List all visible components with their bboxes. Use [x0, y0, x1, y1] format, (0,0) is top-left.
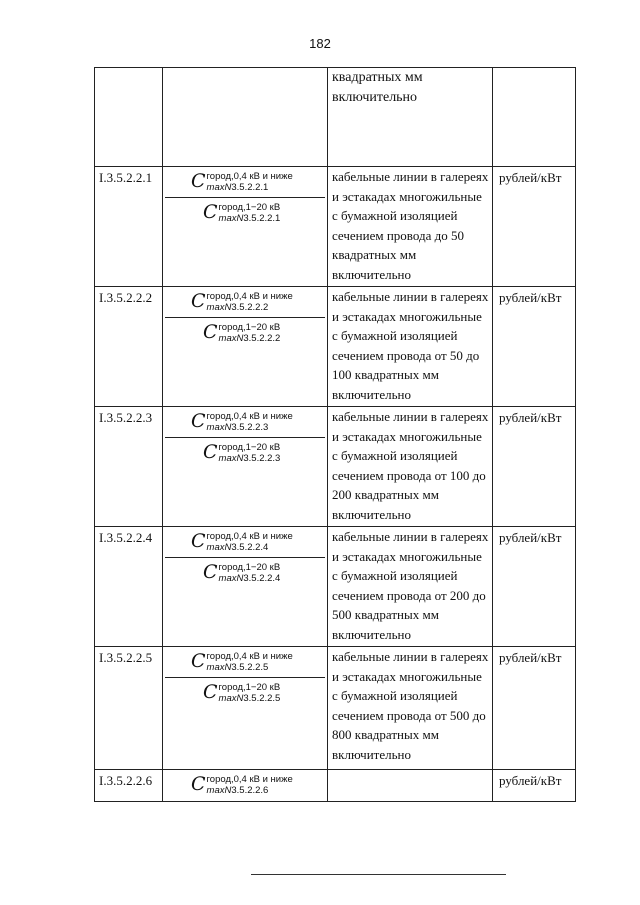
symbol-superscript: город,0,4 кВ и ниже	[206, 651, 293, 662]
row-symbols	[163, 167, 328, 287]
row-symbols	[163, 770, 328, 802]
row-unit: рублей/кВт	[493, 647, 576, 770]
symbol-subscript-italic: maxN	[218, 693, 244, 704]
row-unit: рублей/кВт	[493, 407, 576, 527]
row-code: I.3.5.2.2.1	[95, 167, 163, 287]
symbol-letter: C	[191, 410, 206, 432]
symbol-superscript: город,0,4 кВ и ниже	[206, 171, 293, 182]
symbol-letter: C	[203, 561, 218, 583]
symbol-superscript: город,0,4 кВ и ниже	[206, 411, 293, 422]
symbol-subscript-italic: maxN	[218, 213, 244, 224]
continued-unit-cell	[493, 68, 576, 167]
symbol-subscript-italic: maxN	[206, 422, 232, 433]
symbol-letter: C	[203, 441, 218, 463]
symbol-superscript: город,0,4 кВ и ниже	[206, 774, 293, 785]
symbol-letter: C	[191, 170, 206, 192]
row-code: I.3.5.2.2.2	[95, 287, 163, 407]
row-unit: рублей/кВт	[493, 770, 576, 802]
symbol-superscript: город,1−20 кВ	[218, 682, 281, 693]
table-row	[95, 407, 576, 527]
symbol-subscript-index: 3.5.2.2.4	[231, 542, 269, 553]
row-code: I.3.5.2.2.3	[95, 407, 163, 527]
table-row	[95, 647, 576, 770]
symbol-letter: C	[203, 201, 218, 223]
row-code: I.3.5.2.2.6	[95, 770, 163, 802]
row-unit: рублей/кВт	[493, 527, 576, 647]
continued-row	[95, 68, 576, 167]
symbol-superscript: город,0,4 кВ и ниже	[206, 531, 293, 542]
symbol-superscript: город,1−20 кВ	[218, 442, 281, 453]
row-description: кабельные линии в галереях и эстакадах многожильные с бумажной изоляцией сечением провода до 50 квадратных мм включительно	[328, 167, 493, 287]
low-voltage-symbol	[163, 770, 327, 796]
table-row	[95, 287, 576, 407]
symbol-subscript-italic: maxN	[206, 182, 232, 193]
symbol-letter: C	[203, 321, 218, 343]
symbol-superscript: город,1−20 кВ	[218, 562, 281, 573]
row-description: кабельные линии в галереях и эстакадах многожильные с бумажной изоляцией сечением провода от 500 до 800 квадратных мм включительно	[328, 647, 493, 770]
continued-code-cell	[95, 68, 163, 167]
symbol-letter: C	[191, 773, 206, 795]
table-row	[95, 167, 576, 287]
mid-voltage-symbol	[163, 678, 327, 704]
symbol-subscript-italic: maxN	[218, 333, 244, 344]
symbol-subscript-italic: maxN	[206, 302, 232, 313]
symbol-subscript-index: 3.5.2.2.2	[243, 333, 281, 344]
symbol-subscript-index: 3.5.2.2.1	[231, 182, 269, 193]
symbol-subscript-italic: maxN	[218, 573, 244, 584]
row-description: кабельные линии в галереях и эстакадах многожильные с бумажной изоляцией сечением провода от 200 до 500 квадратных мм включительно	[328, 527, 493, 647]
symbol-subscript-italic: maxN	[206, 542, 232, 553]
low-voltage-symbol	[163, 647, 327, 673]
symbol-subscript-index: 3.5.2.2.3	[231, 422, 269, 433]
row-description: кабельные линии в галереях и эстакадах многожильные с бумажной изоляцией сечением провода от 100 до 200 квадратных мм включительно	[328, 407, 493, 527]
row-unit: рублей/кВт	[493, 167, 576, 287]
continued-symbol-cell	[163, 68, 328, 167]
symbol-subscript-index: 3.5.2.2.1	[243, 213, 281, 224]
symbol-letter: C	[191, 290, 206, 312]
symbol-subscript-italic: maxN	[206, 785, 232, 796]
symbol-subscript-index: 3.5.2.2.2	[231, 302, 269, 313]
symbol-subscript-index: 3.5.2.2.5	[231, 662, 269, 673]
table-row	[95, 527, 576, 647]
symbol-subscript-italic: maxN	[206, 662, 232, 673]
symbol-letter: C	[191, 650, 206, 672]
mid-voltage-symbol	[163, 558, 327, 584]
symbol-superscript: город,0,4 кВ и ниже	[206, 291, 293, 302]
row-unit: рублей/кВт	[493, 287, 576, 407]
symbol-subscript-index: 3.5.2.2.6	[231, 785, 269, 796]
symbol-letter: C	[203, 681, 218, 703]
low-voltage-symbol	[163, 287, 327, 313]
row-symbols	[163, 647, 328, 770]
low-voltage-symbol	[163, 527, 327, 553]
row-symbols	[163, 287, 328, 407]
row-code: I.3.5.2.2.4	[95, 527, 163, 647]
symbol-superscript: город,1−20 кВ	[218, 322, 281, 333]
continued-description: квадратных мм включительно	[328, 68, 493, 167]
row-code: I.3.5.2.2.5	[95, 647, 163, 770]
low-voltage-symbol	[163, 407, 327, 433]
symbol-subscript-index: 3.5.2.2.4	[243, 573, 281, 584]
table-row	[95, 770, 576, 802]
symbol-superscript: город,1−20 кВ	[218, 202, 281, 213]
tariff-table	[94, 67, 576, 802]
footer-rule	[251, 874, 506, 875]
row-description	[328, 770, 493, 802]
symbol-subscript-italic: maxN	[218, 453, 244, 464]
mid-voltage-symbol	[163, 198, 327, 224]
row-symbols	[163, 407, 328, 527]
symbol-subscript-index: 3.5.2.2.5	[243, 693, 281, 704]
symbol-subscript-index: 3.5.2.2.3	[243, 453, 281, 464]
low-voltage-symbol	[163, 167, 327, 193]
row-description: кабельные линии в галереях и эстакадах многожильные с бумажной изоляцией сечением провода от 50 до 100 квадратных мм включительно	[328, 287, 493, 407]
symbol-letter: C	[191, 530, 206, 552]
page-number: 182	[309, 36, 331, 51]
mid-voltage-symbol	[163, 438, 327, 464]
row-symbols	[163, 527, 328, 647]
mid-voltage-symbol	[163, 318, 327, 344]
